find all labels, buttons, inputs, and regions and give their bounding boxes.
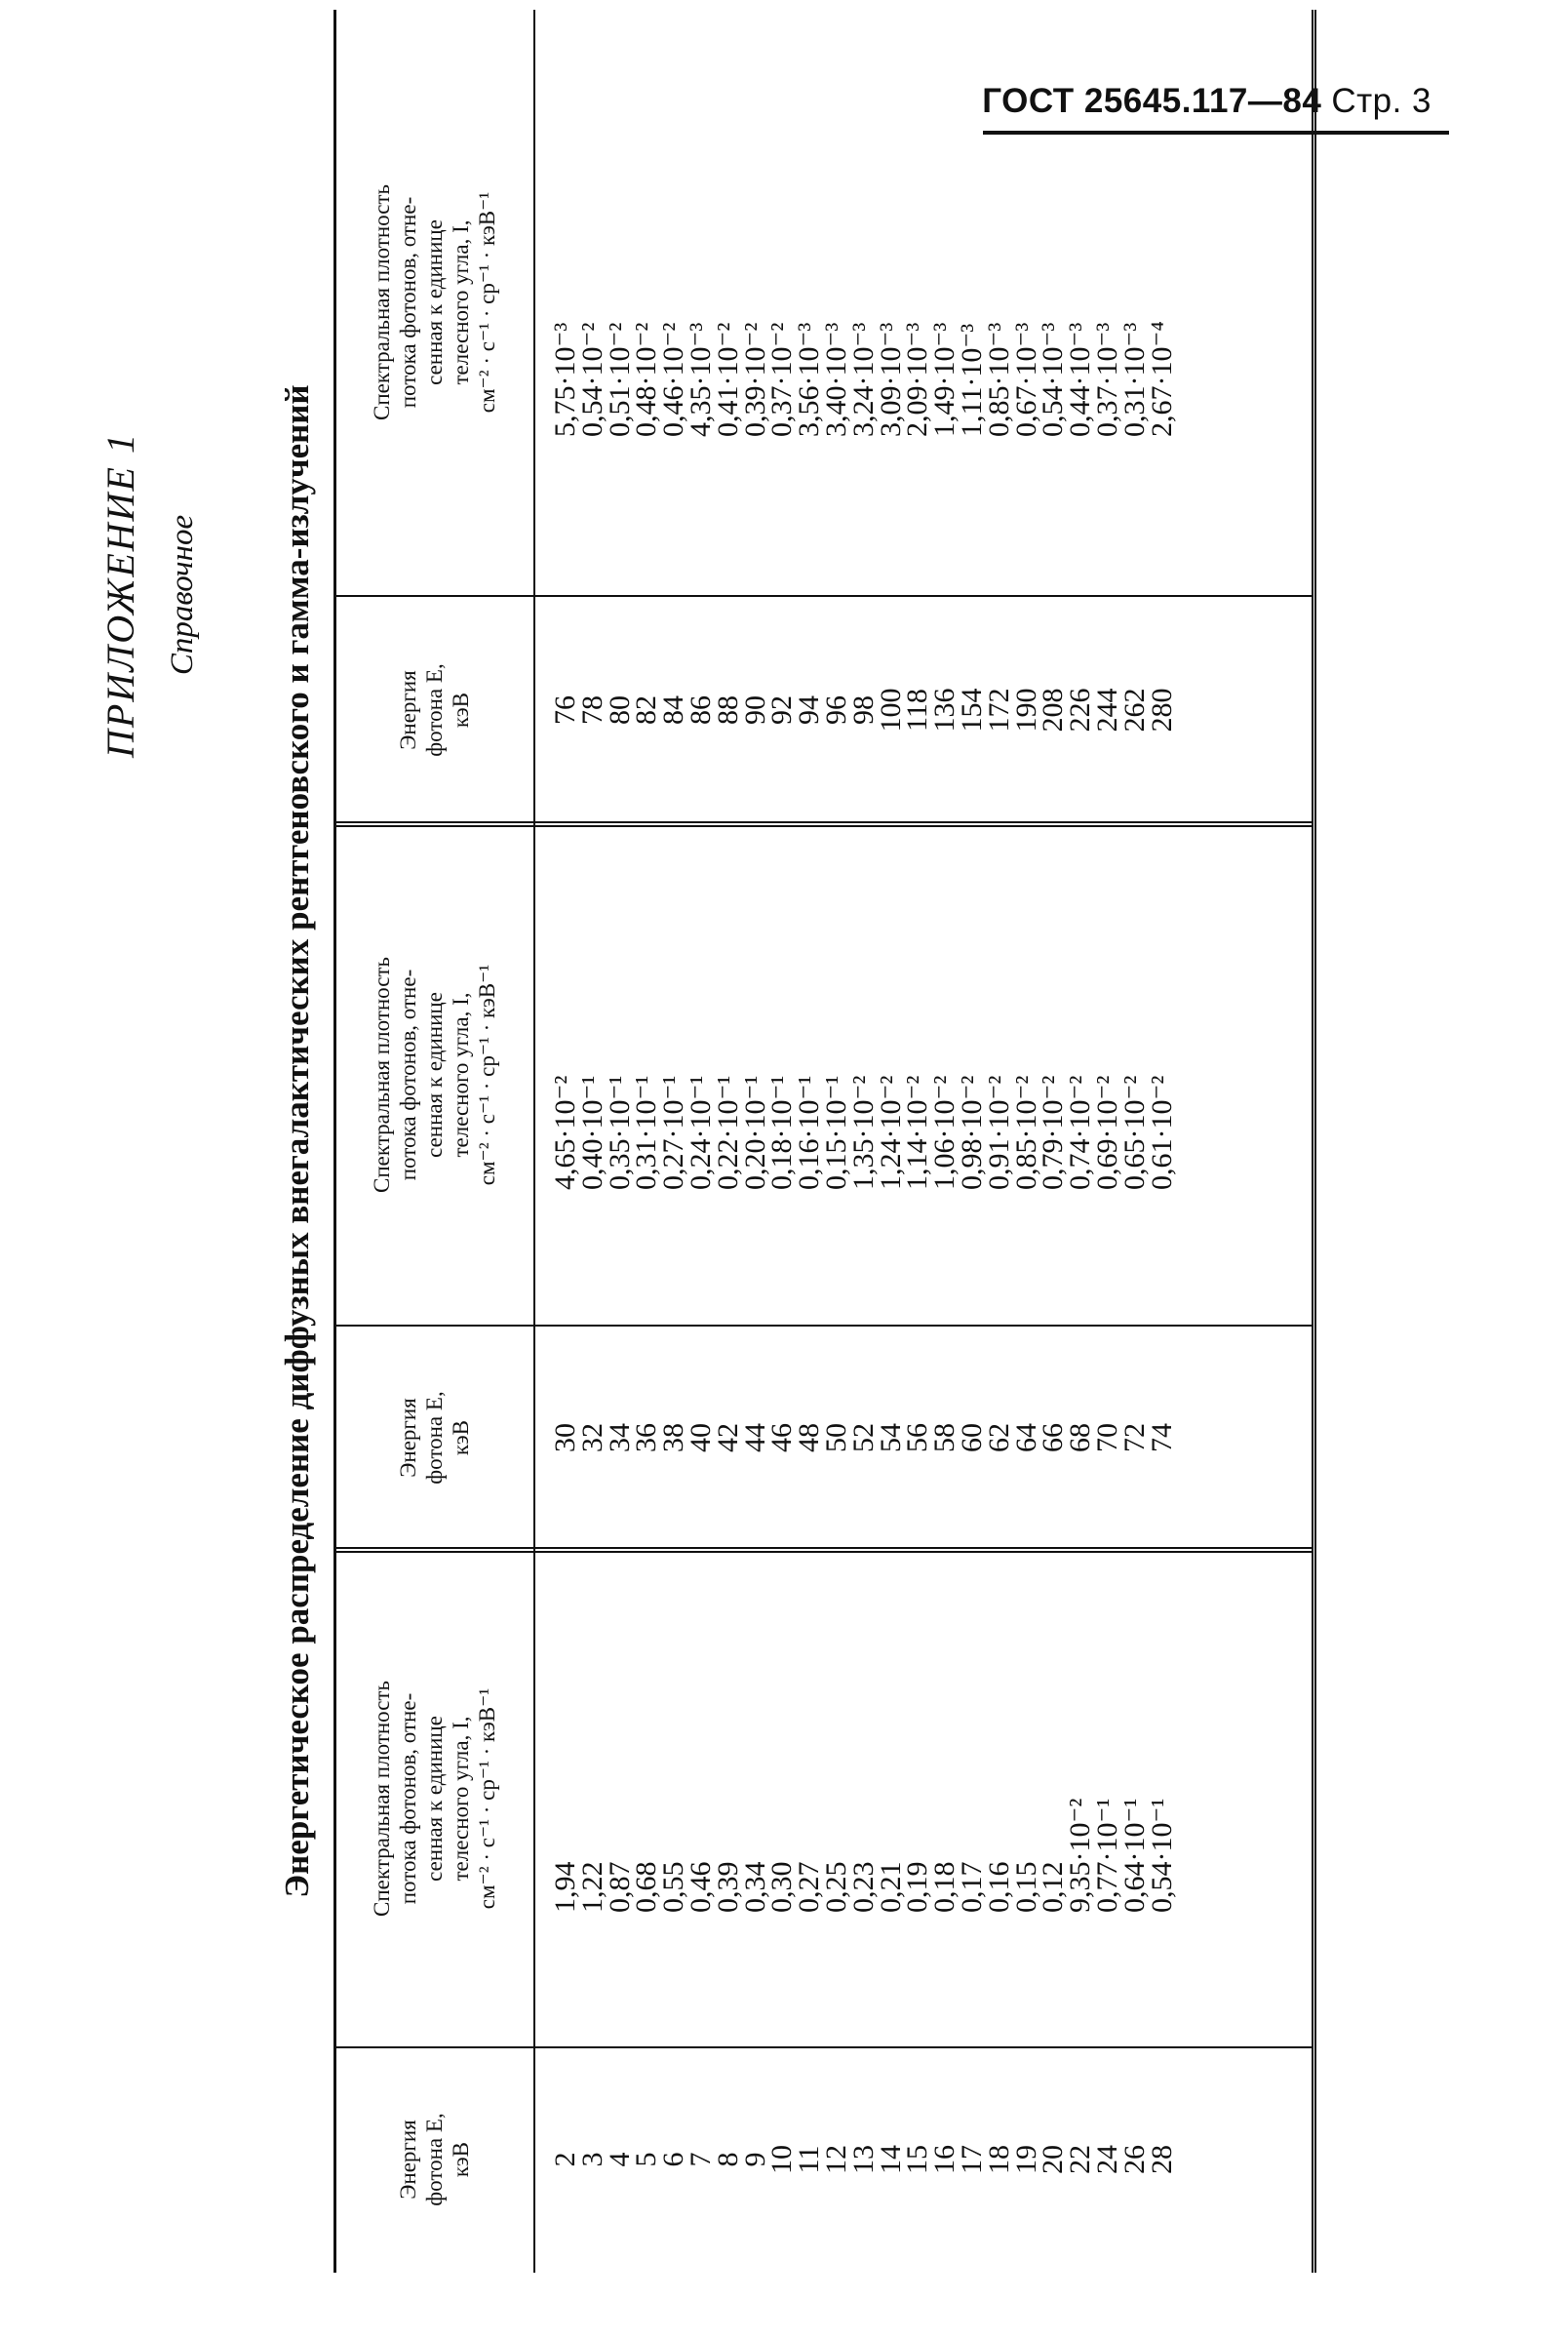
- density-value: 3,09·10⁻³: [874, 322, 907, 437]
- density-value: 0,44·10⁻³: [1064, 322, 1097, 437]
- energy-value: 7: [684, 2152, 717, 2167]
- density-value: 0,64·10⁻¹: [1117, 1798, 1151, 1913]
- energy-value: 20: [1037, 2145, 1070, 2174]
- density-value: 0,25: [819, 1861, 852, 1913]
- energy-value: 88: [711, 695, 744, 725]
- density-value: 0,91·10⁻²: [982, 1075, 1015, 1190]
- column-values: [549, 595, 1178, 825]
- density-value: 1,94: [549, 1861, 581, 1913]
- energy-column-header: [344, 2046, 524, 2273]
- density-value: 0,54·10⁻²: [575, 322, 608, 437]
- energy-column-2: [336, 1325, 1312, 1551]
- energy-value: 17: [955, 2145, 988, 2174]
- energy-value: 90: [738, 695, 771, 725]
- density-value: 0,39·10⁻²: [738, 322, 771, 437]
- density-value: 1,14·10⁻²: [901, 1075, 934, 1190]
- density-value: 0,51·10⁻²: [603, 322, 636, 437]
- column-divider: [336, 1325, 1312, 1327]
- energy-value: 32: [575, 1423, 608, 1452]
- energy-value: 80: [603, 695, 636, 725]
- density-value: 3,24·10⁻³: [846, 322, 880, 437]
- energy-value: 28: [1145, 2145, 1178, 2174]
- density-value: 0,54·10⁻¹: [1145, 1798, 1178, 1913]
- density-value: 1,22: [575, 1861, 608, 1913]
- header-line: см⁻² · с⁻¹ · ср⁻¹ · кэВ⁻¹: [474, 964, 499, 1186]
- density-value: 0,68: [630, 1861, 663, 1913]
- density-value: 1,11·10⁻³: [955, 323, 988, 437]
- energy-value: 94: [793, 695, 826, 725]
- energy-value: 13: [846, 2145, 880, 2174]
- energy-value: 4: [603, 2152, 636, 2167]
- density-value: 0,54·10⁻³: [1037, 322, 1070, 437]
- header-line: кэВ: [448, 2141, 473, 2178]
- energy-column-header: [344, 595, 524, 825]
- energy-value: 84: [657, 695, 690, 725]
- spectral-table: [333, 10, 1316, 2273]
- density-value: 0,39: [711, 1861, 744, 1913]
- energy-value: 46: [765, 1423, 799, 1452]
- header-line: телесного угла, I,: [448, 992, 473, 1158]
- energy-value: 118: [901, 689, 934, 732]
- density-value: 0,77·10⁻¹: [1090, 1798, 1123, 1913]
- energy-value: 6: [657, 2152, 690, 2167]
- document-code: ГОСТ 25645.117—84: [982, 82, 1322, 120]
- energy-value: 22: [1064, 2145, 1097, 2174]
- density-value: 0,15: [1009, 1861, 1042, 1913]
- density-value: 0,15·10⁻¹: [819, 1075, 852, 1190]
- density-value: 0,65·10⁻²: [1117, 1075, 1151, 1190]
- density-value: 4,35·10⁻³: [684, 322, 717, 437]
- energy-value: 40: [684, 1423, 717, 1452]
- energy-value: 54: [874, 1423, 907, 1452]
- header-line: сенная к единице: [421, 992, 447, 1158]
- column-values: [549, 2046, 1178, 2273]
- density-value: 1,06·10⁻²: [928, 1075, 961, 1190]
- appendix-label: [98, 400, 201, 790]
- table-title: Энергетическое распределение диффузных внегалактических рентгеновского и гамма-излучений: [278, 384, 316, 1898]
- header-line: сенная к единице: [421, 1716, 447, 1882]
- density-column-1: [336, 1551, 1312, 2046]
- density-value: 0,46: [684, 1861, 717, 1913]
- density-value: 0,16·10⁻¹: [793, 1075, 826, 1190]
- energy-value: 82: [630, 695, 663, 725]
- density-value: 0,21: [874, 1861, 907, 1913]
- column-values: [549, 1325, 1178, 1551]
- energy-value: 52: [846, 1423, 880, 1452]
- density-value: 0,18·10⁻¹: [765, 1075, 799, 1190]
- energy-value: 64: [1009, 1423, 1042, 1452]
- density-column-header: [344, 1551, 524, 2046]
- header-line: кэВ: [448, 692, 473, 729]
- energy-value: 98: [846, 695, 880, 725]
- density-value: 0,19: [901, 1861, 934, 1913]
- density-value: 0,69·10⁻²: [1090, 1075, 1123, 1190]
- energy-value: 58: [928, 1423, 961, 1452]
- density-value: 5,75·10⁻³: [549, 322, 581, 437]
- energy-value: 30: [549, 1423, 581, 1452]
- energy-value: 26: [1117, 2145, 1151, 2174]
- energy-value: 86: [684, 695, 717, 725]
- column-divider: [336, 2046, 1312, 2048]
- density-value: 2,67·10⁻⁴: [1145, 321, 1178, 437]
- energy-value: 8: [711, 2152, 744, 2167]
- density-value: 0,74·10⁻²: [1064, 1075, 1097, 1190]
- density-value: 0,61·10⁻²: [1145, 1075, 1178, 1190]
- energy-value: 56: [901, 1423, 934, 1452]
- energy-value: 34: [603, 1423, 636, 1452]
- energy-value: 18: [982, 2145, 1015, 2174]
- density-value: 0,40·10⁻¹: [575, 1075, 608, 1190]
- energy-value: 60: [955, 1423, 988, 1452]
- density-column-2: [336, 825, 1312, 1325]
- density-value: 0,37·10⁻³: [1090, 322, 1123, 437]
- density-value: 0,85·10⁻³: [982, 322, 1015, 437]
- energy-value: 48: [793, 1423, 826, 1452]
- density-value: 1,49·10⁻³: [928, 322, 961, 437]
- density-value: 0,85·10⁻²: [1009, 1075, 1042, 1190]
- energy-value: 226: [1064, 688, 1097, 733]
- header-line: телесного угла, I,: [448, 1716, 473, 1882]
- density-value: 0,31·10⁻¹: [630, 1075, 663, 1190]
- header-line: сенная к единице: [421, 219, 447, 385]
- energy-value: 74: [1145, 1423, 1178, 1452]
- density-value: 4,65·10⁻²: [549, 1075, 581, 1190]
- column-values: [549, 825, 1178, 1325]
- appendix-title: ПРИЛОЖЕНИЕ 1: [98, 432, 142, 758]
- header-line: фотона E,: [421, 663, 447, 757]
- density-value: 0,67·10⁻³: [1009, 322, 1042, 437]
- energy-value: 78: [575, 695, 608, 725]
- density-value: 0,35·10⁻¹: [603, 1075, 636, 1190]
- double-column-divider: [336, 1547, 1312, 1553]
- column-values: [549, 10, 1178, 595]
- density-value: 3,40·10⁻³: [819, 322, 852, 437]
- header-line: фотона E,: [421, 2113, 447, 2206]
- energy-value: 244: [1090, 688, 1123, 733]
- density-value: 0,22·10⁻¹: [711, 1075, 744, 1190]
- energy-value: 70: [1090, 1423, 1123, 1452]
- density-value: 0,27: [793, 1861, 826, 1913]
- header-line: кэВ: [448, 1419, 473, 1456]
- header-line: Спектральная плотность: [369, 1681, 394, 1917]
- energy-value: 38: [657, 1423, 690, 1452]
- page-number: Стр. 3: [1331, 82, 1431, 120]
- rotated-page-body: [59, 10, 1326, 2273]
- energy-value: 5: [630, 2152, 663, 2167]
- density-value: 0,31·10⁻³: [1117, 322, 1151, 437]
- energy-value: 19: [1009, 2145, 1042, 2174]
- energy-value: 9: [738, 2152, 771, 2167]
- density-value: 2,09·10⁻³: [901, 322, 934, 437]
- energy-column-header: [344, 1325, 524, 1551]
- energy-value: 16: [928, 2145, 961, 2174]
- energy-column-1: [336, 2046, 1312, 2273]
- density-value: 0,30: [765, 1861, 799, 1913]
- density-value: 0,17: [955, 1861, 988, 1913]
- density-value: 0,34: [738, 1861, 771, 1913]
- density-column-header: [344, 825, 524, 1325]
- energy-value: 68: [1064, 1423, 1097, 1452]
- energy-value: 154: [955, 688, 988, 733]
- density-value: 1,24·10⁻²: [874, 1075, 907, 1190]
- appendix-subtitle: Справочное: [165, 514, 200, 676]
- density-value: 0,20·10⁻¹: [738, 1075, 771, 1190]
- column-divider: [336, 595, 1312, 597]
- header-line: телесного угла, I,: [448, 219, 473, 385]
- energy-value: 2: [549, 2152, 581, 2167]
- header-line: Энергия: [395, 1398, 420, 1478]
- density-value: 0,37·10⁻²: [765, 322, 799, 437]
- column-values: [549, 1551, 1178, 2046]
- density-value: 9,35·10⁻²: [1064, 1798, 1097, 1913]
- density-value: 1,35·10⁻²: [846, 1075, 880, 1190]
- density-value: 0,87: [603, 1861, 636, 1913]
- energy-value: 24: [1090, 2145, 1123, 2174]
- header-line: потока фотонов, отне-: [395, 969, 420, 1181]
- energy-value: 44: [738, 1423, 771, 1452]
- header-line: фотона E,: [421, 1391, 447, 1485]
- density-value: 3,56·10⁻³: [793, 322, 826, 437]
- energy-value: 50: [819, 1423, 852, 1452]
- header-line: Спектральная плотность: [369, 957, 394, 1193]
- energy-value: 66: [1037, 1423, 1070, 1452]
- energy-value: 62: [982, 1423, 1015, 1452]
- density-value: 0,48·10⁻²: [630, 322, 663, 437]
- density-column-header: [344, 10, 524, 595]
- density-value: 0,27·10⁻¹: [657, 1075, 690, 1190]
- density-value: 0,98·10⁻²: [955, 1075, 988, 1190]
- density-value: 0,55: [657, 1861, 690, 1913]
- density-value: 0,24·10⁻¹: [684, 1075, 717, 1190]
- header-line: см⁻² · с⁻¹ · ср⁻¹ · кэВ⁻¹: [474, 1687, 499, 1910]
- density-value: 0,12: [1037, 1861, 1070, 1913]
- energy-value: 3: [575, 2152, 608, 2167]
- energy-value: 11: [793, 2145, 826, 2174]
- energy-value: 76: [549, 695, 581, 725]
- density-value: 0,46·10⁻²: [657, 322, 690, 437]
- energy-value: 12: [819, 2145, 852, 2174]
- energy-column-3: [336, 595, 1312, 825]
- density-column-3: [336, 10, 1312, 595]
- energy-value: 280: [1145, 688, 1178, 733]
- density-value: 0,79·10⁻²: [1037, 1075, 1070, 1190]
- header-line: см⁻² · с⁻¹ · ср⁻¹ · кэВ⁻¹: [474, 191, 499, 414]
- energy-value: 15: [901, 2145, 934, 2174]
- energy-value: 100: [874, 688, 907, 733]
- header-line: Энергия: [395, 2120, 420, 2200]
- energy-value: 42: [711, 1423, 744, 1452]
- header-line: потока фотонов, отне-: [395, 196, 420, 409]
- density-value: 0,16: [982, 1861, 1015, 1913]
- density-value: 0,23: [846, 1861, 880, 1913]
- energy-value: 14: [874, 2145, 907, 2174]
- energy-value: 190: [1009, 688, 1042, 733]
- energy-value: 10: [765, 2145, 799, 2174]
- header-line: Энергия: [395, 670, 420, 750]
- energy-value: 92: [765, 695, 799, 725]
- double-column-divider: [336, 821, 1312, 827]
- energy-value: 136: [928, 688, 961, 733]
- energy-value: 172: [982, 688, 1015, 733]
- header-line: Спектральная плотность: [369, 184, 394, 420]
- energy-value: 208: [1037, 688, 1070, 733]
- header-line: потока фотонов, отне-: [395, 1692, 420, 1905]
- energy-value: 96: [819, 695, 852, 725]
- energy-value: 72: [1117, 1423, 1151, 1452]
- energy-value: 36: [630, 1423, 663, 1452]
- density-value: 0,18: [928, 1861, 961, 1913]
- density-value: 0,41·10⁻²: [711, 322, 744, 437]
- energy-value: 262: [1117, 688, 1151, 733]
